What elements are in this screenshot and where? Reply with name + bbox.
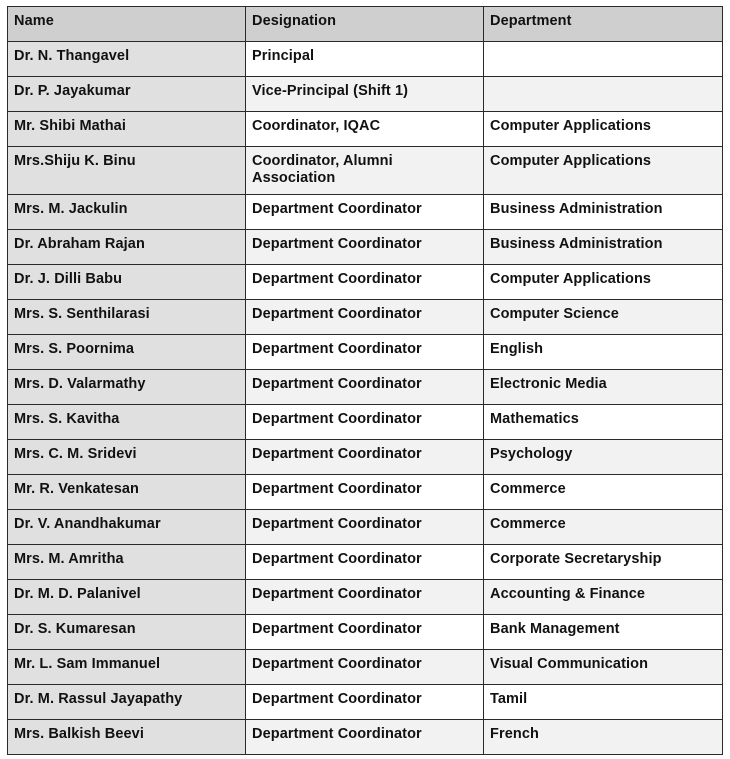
department-cell: Visual Communication — [484, 650, 723, 685]
designation-cell: Department Coordinator — [246, 195, 484, 230]
designation-cell: Department Coordinator — [246, 650, 484, 685]
name-cell: Dr. S. Kumaresan — [8, 615, 246, 650]
column-header-department: Department — [484, 7, 723, 42]
name-cell: Mr. L. Sam Immanuel — [8, 650, 246, 685]
name-cell: Dr. P. Jayakumar — [8, 77, 246, 112]
table-body — [8, 42, 723, 755]
department-cell: Computer Science — [484, 300, 723, 335]
designation-cell: Department Coordinator — [246, 720, 484, 755]
department-cell: Computer Applications — [484, 265, 723, 300]
table-row — [8, 720, 723, 755]
name-cell: Dr. N. Thangavel — [8, 42, 246, 77]
designation-cell: Department Coordinator — [246, 370, 484, 405]
name-cell: Mrs. M. Amritha — [8, 545, 246, 580]
department-cell: Computer Applications — [484, 112, 723, 147]
table-row — [8, 77, 723, 112]
designation-cell: Department Coordinator — [246, 510, 484, 545]
name-cell: Mrs. S. Kavitha — [8, 405, 246, 440]
name-cell: Mr. R. Venkatesan — [8, 475, 246, 510]
department-cell: Commerce — [484, 510, 723, 545]
column-header-designation: Designation — [246, 7, 484, 42]
table-row — [8, 580, 723, 615]
department-cell: Bank Management — [484, 615, 723, 650]
department-cell — [484, 42, 723, 77]
table-row — [8, 440, 723, 475]
table-header-row — [8, 7, 723, 42]
name-cell: Dr. M. Rassul Jayapathy — [8, 685, 246, 720]
department-cell: French — [484, 720, 723, 755]
table-row — [8, 545, 723, 580]
name-cell: Mr. Shibi Mathai — [8, 112, 246, 147]
name-cell: Mrs. S. Poornima — [8, 335, 246, 370]
table-row — [8, 42, 723, 77]
department-cell: Electronic Media — [484, 370, 723, 405]
name-cell: Mrs. D. Valarmathy — [8, 370, 246, 405]
designation-cell: Department Coordinator — [246, 230, 484, 265]
department-cell: Computer Applications — [484, 147, 723, 195]
table-row — [8, 405, 723, 440]
designation-cell: Department Coordinator — [246, 405, 484, 440]
department-cell: Business Administration — [484, 230, 723, 265]
table-row — [8, 195, 723, 230]
designation-cell: Department Coordinator — [246, 300, 484, 335]
department-cell: Accounting & Finance — [484, 580, 723, 615]
table-row — [8, 300, 723, 335]
department-cell: Tamil — [484, 685, 723, 720]
name-cell: Dr. V. Anandhakumar — [8, 510, 246, 545]
designation-cell: Vice-Principal (Shift 1) — [246, 77, 484, 112]
department-cell: Corporate Secretaryship — [484, 545, 723, 580]
table-row — [8, 650, 723, 685]
name-cell: Mrs. M. Jackulin — [8, 195, 246, 230]
designation-cell: Department Coordinator — [246, 475, 484, 510]
designation-cell: Department Coordinator — [246, 335, 484, 370]
designation-cell: Principal — [246, 42, 484, 77]
name-cell: Dr. Abraham Rajan — [8, 230, 246, 265]
name-cell: Mrs. Balkish Beevi — [8, 720, 246, 755]
name-cell: Mrs.Shiju K. Binu — [8, 147, 246, 195]
department-cell: Mathematics — [484, 405, 723, 440]
name-cell: Dr. M. D. Palanivel — [8, 580, 246, 615]
department-cell: Business Administration — [484, 195, 723, 230]
designation-cell: Department Coordinator — [246, 580, 484, 615]
table-row — [8, 475, 723, 510]
table-row — [8, 265, 723, 300]
designation-cell: Coordinator, Alumni Association — [246, 147, 484, 195]
designation-cell: Department Coordinator — [246, 265, 484, 300]
name-cell: Mrs. S. Senthilarasi — [8, 300, 246, 335]
name-cell: Mrs. C. M. Sridevi — [8, 440, 246, 475]
designation-cell: Coordinator, IQAC — [246, 112, 484, 147]
department-cell: Commerce — [484, 475, 723, 510]
table-row — [8, 685, 723, 720]
designation-cell: Department Coordinator — [246, 685, 484, 720]
table-row — [8, 510, 723, 545]
coordinators-table — [7, 6, 723, 755]
table-row — [8, 230, 723, 265]
designation-cell: Department Coordinator — [246, 615, 484, 650]
department-cell: Psychology — [484, 440, 723, 475]
name-cell: Dr. J. Dilli Babu — [8, 265, 246, 300]
table-row — [8, 335, 723, 370]
designation-cell: Department Coordinator — [246, 440, 484, 475]
table-row — [8, 112, 723, 147]
table-row — [8, 370, 723, 405]
department-cell: English — [484, 335, 723, 370]
table-row — [8, 615, 723, 650]
column-header-name: Name — [8, 7, 246, 42]
designation-cell: Department Coordinator — [246, 545, 484, 580]
table-row — [8, 147, 723, 195]
department-cell — [484, 77, 723, 112]
